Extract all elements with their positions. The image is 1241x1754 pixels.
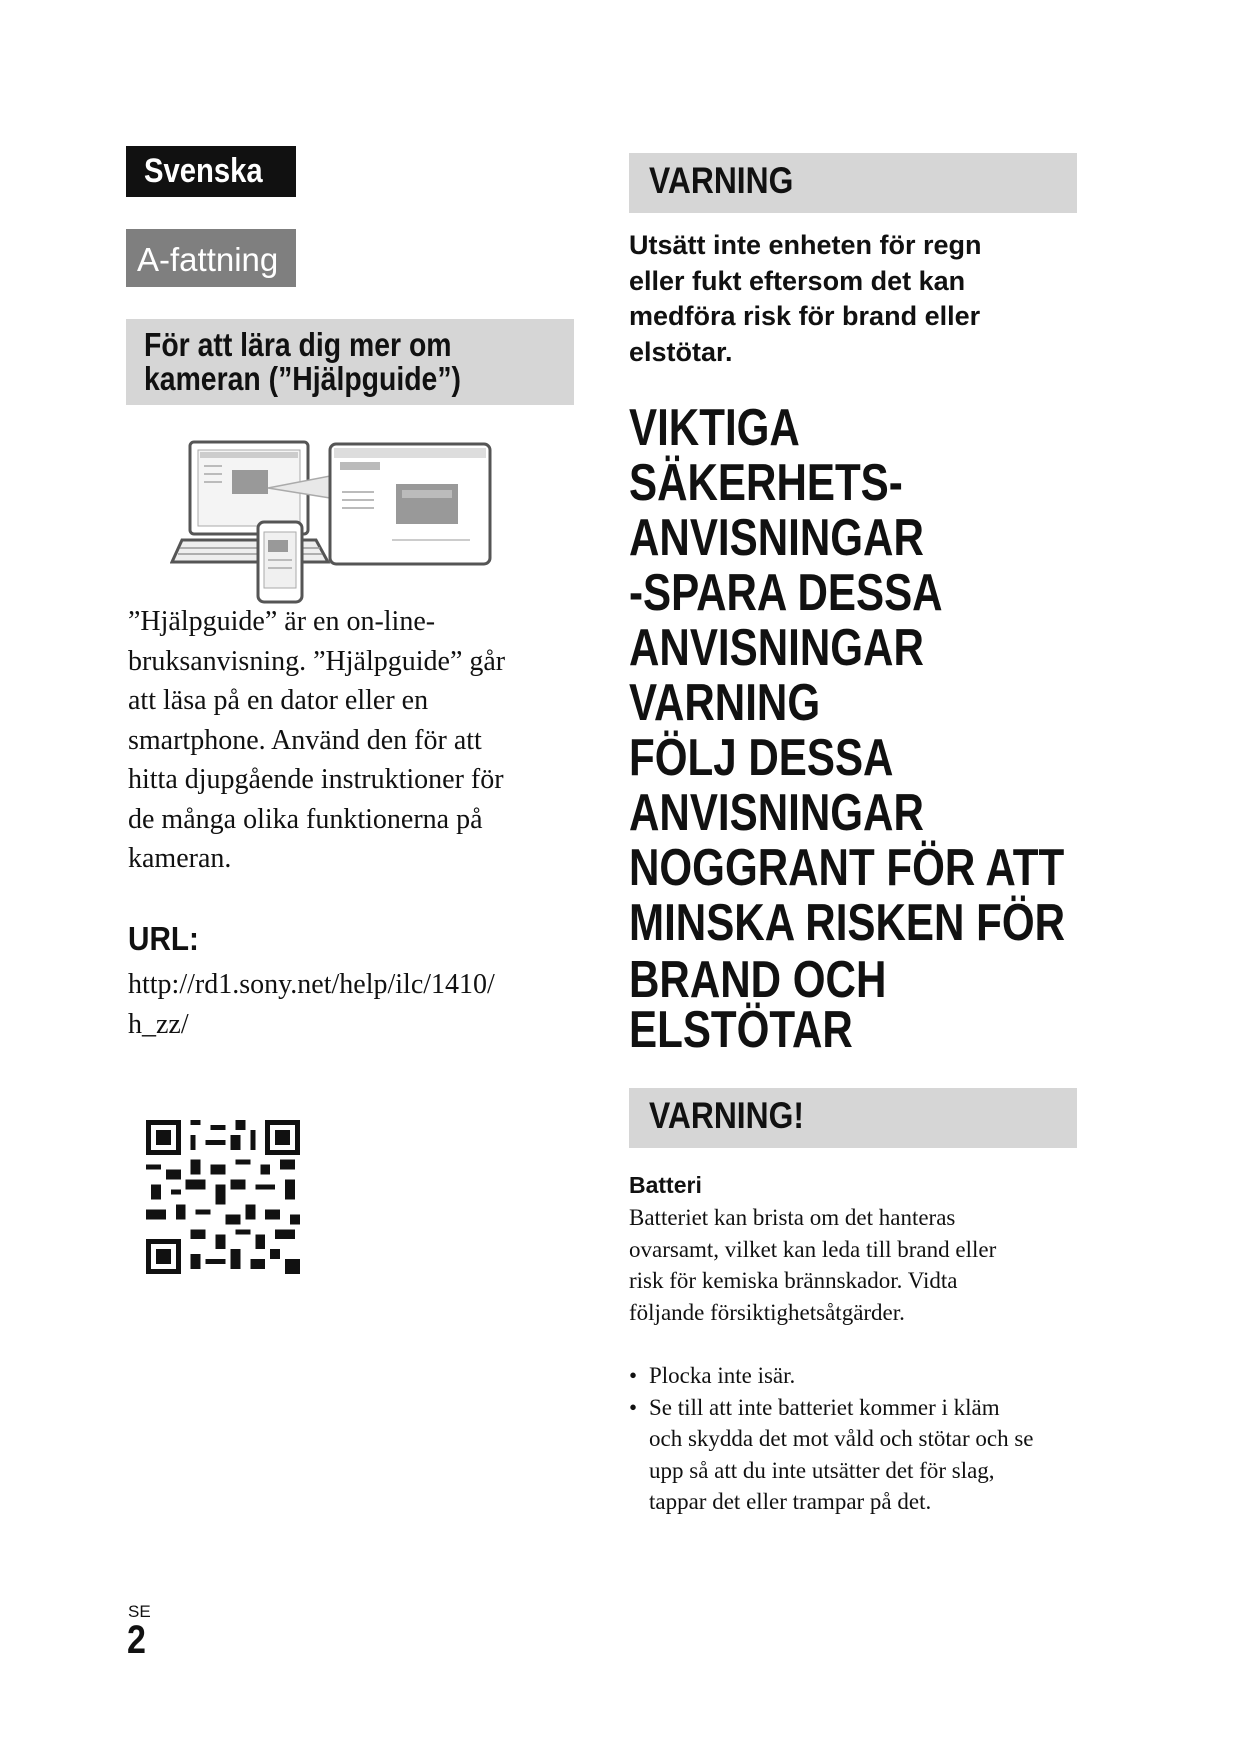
- list-item: [629, 1360, 1034, 1392]
- help-guide-heading-box: [126, 319, 574, 405]
- qr-code-icon: [146, 1120, 300, 1274]
- bullet-icon: •: [629, 1394, 638, 1420]
- battery-paragraph-line: ovarsamt, vilket kan leda till brand eller: [629, 1236, 997, 1262]
- bullet-icon: •: [629, 1363, 638, 1388]
- laptop-phone-help-guide-icon: [170, 436, 530, 606]
- help-guide-paragraph-line: kameran.: [128, 843, 232, 874]
- url-line-1[interactable]: http://rd1.sony.net/help/ilc/1410/: [128, 969, 495, 1000]
- warning-text-line: elstötar.: [629, 336, 733, 367]
- language-tab-label: Svenska: [144, 152, 263, 190]
- warning-text: [629, 228, 982, 370]
- mount-tab: [126, 229, 296, 287]
- warning-heading: VARNING: [649, 160, 794, 201]
- battery-paragraph: [629, 1202, 996, 1328]
- language-tab: [126, 146, 296, 197]
- help-guide-paragraph-line: smartphone. Använd den för att: [128, 724, 482, 756]
- help-guide-url[interactable]: [128, 965, 495, 1044]
- help-guide-paragraph-line: ”Hjälpguide” är en on-line-: [128, 606, 436, 637]
- safety-heading-line: BRAND OCH: [629, 951, 887, 1009]
- battery-precautions-list: [629, 1360, 1034, 1518]
- battery-paragraph-line: följande försiktighetsåtgärder.: [629, 1299, 905, 1325]
- list-item-text: Se till att inte batteriet kommer i kläm: [649, 1394, 1000, 1420]
- safety-heading-line: -SPARA DESSA: [629, 564, 943, 622]
- help-guide-paragraph-line: hitta djupgående instruktioner för: [128, 764, 504, 795]
- safety-heading-line: MINSKA RISKEN FÖR: [629, 894, 1066, 952]
- battery-heading: Batteri: [629, 1172, 702, 1198]
- list-item-text: och skydda det mot våld och stötar och se: [649, 1426, 1034, 1451]
- help-guide-paragraph-line: bruksanvisning. ”Hjälpguide” går: [128, 645, 506, 677]
- help-guide-paragraph: [128, 602, 578, 879]
- safety-heading-line: FÖLJ DESSA: [629, 729, 894, 787]
- url-line-2[interactable]: h_zz/: [128, 1008, 189, 1040]
- page-language-code: SE: [128, 1602, 151, 1621]
- url-heading: URL:: [128, 920, 199, 957]
- safety-heading-line: VIKTIGA: [629, 399, 800, 457]
- help-guide-heading-line-1: För att lära dig mer om: [144, 326, 452, 363]
- safety-heading-line: SÄKERHETS-: [629, 454, 903, 512]
- safety-heading-line: VARNING: [629, 674, 821, 732]
- safety-heading-line: NOGGRANT FÖR ATT: [629, 839, 1065, 897]
- list-item-text: Plocka inte isär.: [649, 1363, 796, 1388]
- warning-text-line: eller fukt eftersom det kan: [629, 265, 966, 296]
- safety-heading-line: ANVISNINGAR: [629, 509, 924, 567]
- list-item-text: upp så att du inte utsätter det för slag,: [649, 1457, 995, 1483]
- warning-text-line: medföra risk för brand eller: [629, 301, 981, 331]
- warning2-heading: VARNING!: [649, 1095, 804, 1136]
- list-item-text: tappar det eller trampar på det.: [649, 1489, 932, 1514]
- warning2-heading-box: [629, 1088, 1077, 1148]
- page-number: 2: [127, 1618, 146, 1662]
- help-guide-paragraph-line: att läsa på en dator eller en: [128, 685, 429, 716]
- help-guide-paragraph-line: de många olika funktionerna på: [128, 803, 483, 835]
- safety-heading-line: ANVISNINGAR: [629, 784, 924, 842]
- battery-paragraph-line: risk för kemiska brännskador. Vidta: [629, 1268, 958, 1293]
- battery-paragraph-line: Batteriet kan brista om det hanteras: [629, 1205, 956, 1230]
- safety-heading-line: ELSTÖTAR: [629, 1001, 853, 1059]
- safety-heading-line: ANVISNINGAR: [629, 619, 924, 677]
- warning-heading-box: [629, 153, 1077, 213]
- warning-text-line: Utsätt inte enheten för regn: [629, 230, 982, 260]
- help-guide-heading-line-2: kameran (”Hjälpguide”): [144, 360, 461, 397]
- mount-tab-label: A-fattning: [137, 241, 279, 278]
- list-item: [629, 1392, 1034, 1518]
